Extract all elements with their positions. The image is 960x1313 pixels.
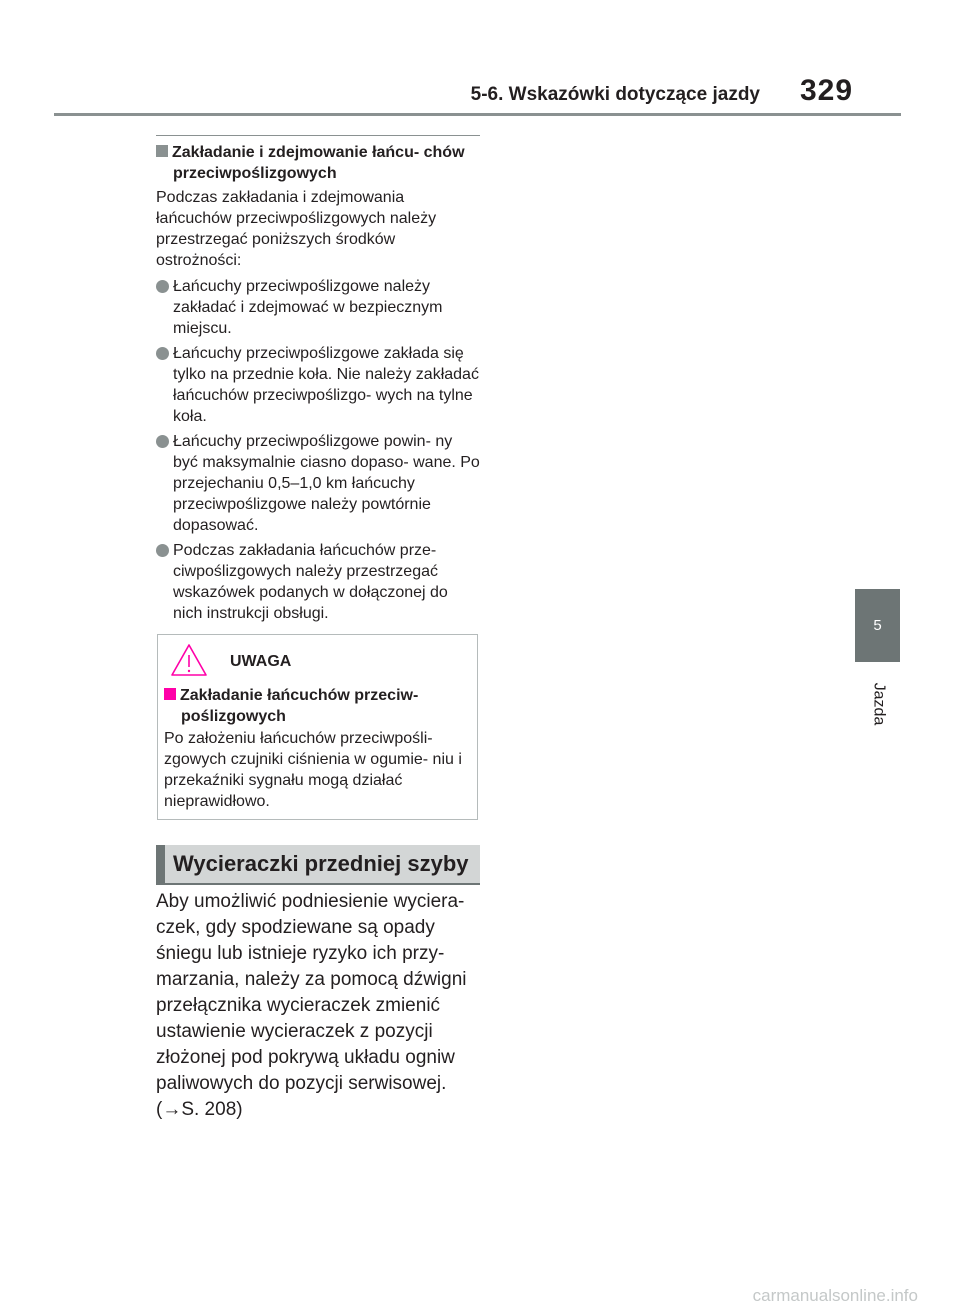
precaution-list [156, 276, 480, 628]
heading-underline [156, 883, 480, 885]
list-item-text: Podczas zakładania łańcuchów prze- ciwpoślizgowych należy przestrzegać wskazówek podanych w dołączonej do nich instrukcji obsługi. [173, 542, 448, 622]
warning-title: UWAGA [230, 653, 292, 670]
section-heading-band [156, 845, 480, 885]
pink-square-bullet-icon [164, 688, 176, 700]
intro-paragraph: Podczas zakładania i zdejmowania łańcuchów przeciwpoślizgowych należy przestrzegać poniższych środków ostrożności: [156, 189, 437, 269]
list-item [156, 540, 480, 624]
wiper-paragraph: Aby umożliwić podniesienie wyciera- czek, gdy spodziewane są opady śniegu lub istnieje ryzyko ich przy- marzania, należy za pomocą dźwigni przełącznika wycieraczek zmienić ustawienie wycieraczek z pozycji złożonej pod pokrywą układu ogniw paliwowych do pozycji serwisowej. (→S. 208) [156, 891, 467, 1120]
heading-accent-bar [156, 845, 165, 885]
chapter-number: 5 [873, 617, 882, 634]
warning-heading-text: Zakładanie łańcuchów przeciw- poślizgowych [180, 687, 419, 725]
square-bullet-icon [156, 145, 168, 157]
warning-title-row [170, 643, 370, 677]
list-item [156, 276, 480, 339]
warning-triangle-icon [170, 643, 208, 677]
subsection-heading-text: Zakładanie i zdejmowanie łańcu- chów przeciwpoślizgowych [172, 144, 465, 182]
warning-body: Po założeniu łańcuchów przeciwpośli- zgowych czujniki ciśnienia w ogumie- niu i przekaźniki sygnału mogą działać nieprawidłowo. [164, 730, 462, 810]
chapter-label-text: Jazda [870, 682, 888, 726]
round-bullet-icon [156, 347, 169, 360]
section-rule [156, 135, 480, 136]
watermark: carmanualsonline.info [752, 1286, 918, 1305]
round-bullet-icon [156, 435, 169, 448]
warning-heading [164, 685, 486, 727]
list-item [156, 343, 480, 427]
warning-box [157, 634, 478, 820]
list-item [156, 431, 480, 536]
chapter-tab[interactable] [855, 589, 900, 662]
running-header-title: 5-6. Wskazówki dotyczące jazdy [470, 84, 760, 105]
page-number: 329 [800, 74, 854, 107]
list-item-text: Łańcuchy przeciwpoślizgowe zakłada się tylko na przednie koła. Nie należy zakładać łańcuchów przeciwpoślizgo- wych na tylne koła. [173, 345, 479, 425]
list-item-text: Łańcuchy przeciwpoślizgowe należy zakładać i zdejmować w bezpiecznym miejscu. [173, 278, 443, 337]
list-item-text: Łańcuchy przeciwpoślizgowe powin- ny być maksymalnie ciasno dopaso- wane. Po przejechaniu 0,5–1,0 km łańcuchy przeciwpoślizgowe należy powtórnie dopasować. [173, 433, 480, 534]
chapter-label [858, 676, 898, 732]
round-bullet-icon [156, 280, 169, 293]
header-rule [54, 113, 901, 116]
round-bullet-icon [156, 544, 169, 557]
section-heading: Wycieraczki przedniej szyby [173, 851, 469, 876]
subsection-heading [156, 142, 497, 184]
